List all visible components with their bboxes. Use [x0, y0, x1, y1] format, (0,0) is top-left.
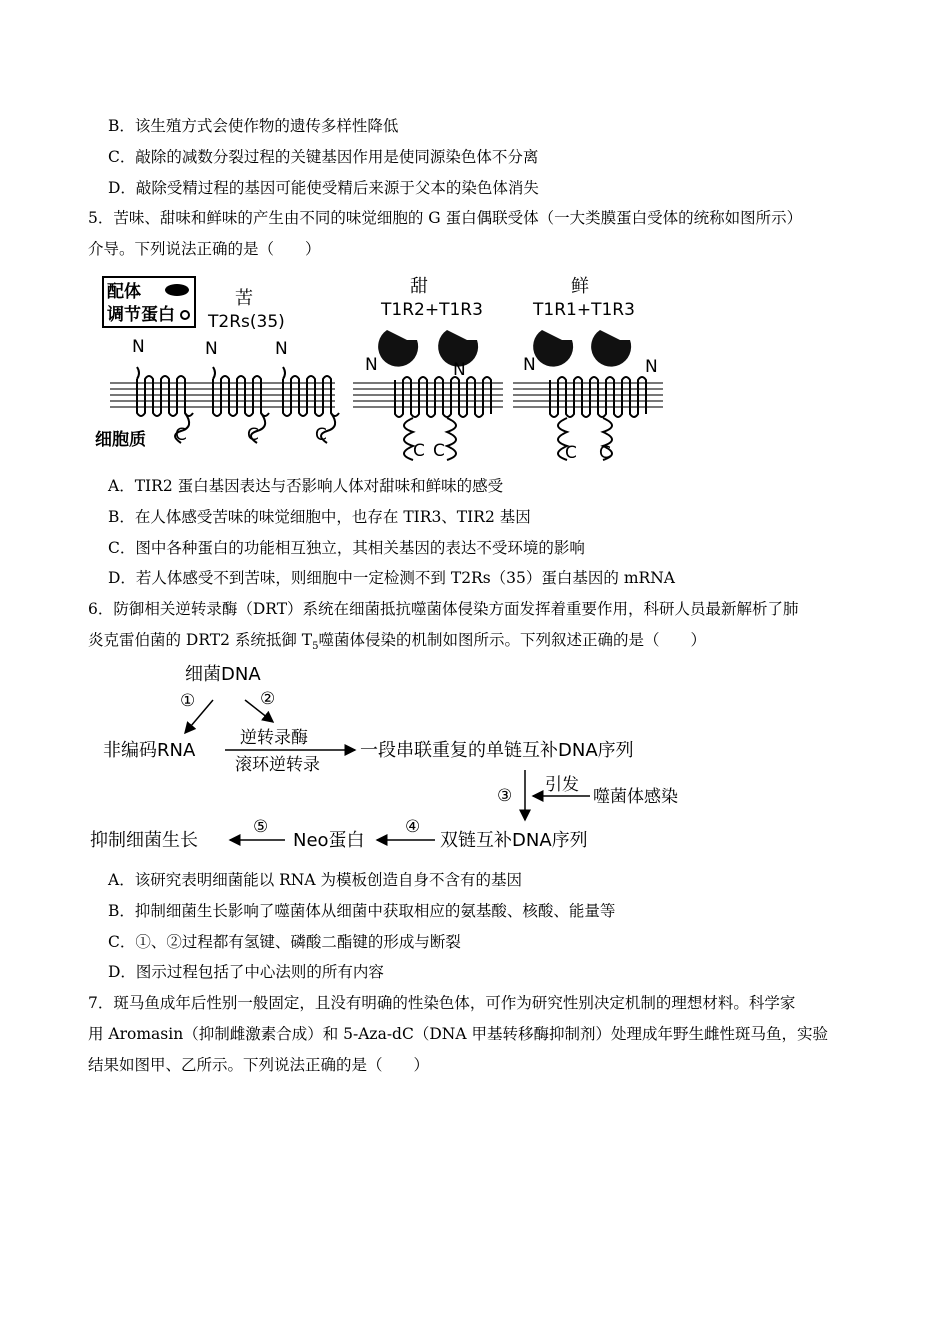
bitter-c3: C	[315, 425, 327, 445]
bitter-receptor-label: T2Rs(35)	[208, 312, 285, 332]
q5-option-c: C．图中各种蛋白的功能相互独立，其相关基因的表达不受环境的影响	[108, 539, 585, 557]
q5-option-b: B．在人体感受苦味的味觉细胞中，也存在 TIR3、TIR2 基因	[108, 508, 531, 526]
umami-label: 鲜	[571, 276, 589, 297]
q7-line2: 用 Aromasin（抑制雌激素合成）和 5-Aza-dC（DNA 甲基转移酶抑制剂）处理成年野生雌性斑马鱼，实验	[88, 1025, 828, 1043]
q4-option-d: D．敲除受精过程的基因可能使受精后来源于父本的染色体消失	[108, 179, 539, 197]
q5-option-d: D．若人体感受不到苦味，则细胞中一定检测不到 T2Rs（35）蛋白基因的 mRNA	[108, 569, 675, 587]
q6-stem-line2-pre: 炎克雷伯菌的 DRT2 系统抵御 T	[88, 631, 313, 649]
modulator-symbol	[181, 311, 189, 319]
phage-infection-label: 噬菌体感染	[593, 787, 678, 807]
sweet-c2: C	[433, 441, 445, 461]
ligand-symbol	[165, 284, 189, 296]
bitter-c1: C	[175, 425, 187, 445]
umami-venus-flytrap-1	[533, 330, 573, 367]
step2-label: ②	[260, 689, 276, 709]
sweet-label: 甜	[410, 276, 428, 297]
bitter-n1: N	[132, 337, 145, 357]
ds-dna-label: 双链互补DNA序列	[440, 830, 588, 851]
sweet-venus-flytrap-1	[378, 330, 418, 367]
sweet-n1: N	[365, 355, 378, 375]
umami-c1: C	[565, 443, 577, 463]
trigger-label: 引发	[545, 775, 579, 795]
q7-line3: 结果如图甲、乙所示。下列说法正确的是（ ）	[88, 1056, 430, 1074]
membrane-umami	[513, 380, 663, 410]
step1-label: ①	[180, 691, 196, 711]
bitter-n3: N	[275, 339, 288, 359]
step3-label: ③	[497, 786, 513, 806]
q6-stem-line1: 6．防御相关逆转录酶（DRT）系统在细菌抵抗噬菌体侵染方面发挥着重要作用，科研人员最新解析了肺	[88, 600, 799, 618]
q4-option-b: B．该生殖方式会使作物的遗传多样性降低	[108, 117, 399, 135]
sweet-n2: N	[453, 360, 466, 380]
umami-receptor-label: T1R1+T1R3	[533, 300, 635, 320]
umami-n2: N	[645, 357, 658, 377]
q6-option-a: A．该研究表明细菌能以 RNA 为模板创造自身不含有的基因	[108, 871, 522, 889]
inhibit-growth-label: 抑制细菌生长	[90, 830, 198, 851]
neo-protein-label: Neo蛋白	[293, 830, 365, 851]
umami-c2: C	[599, 443, 611, 463]
rt-enzyme-label: 逆转录酶	[240, 728, 308, 748]
umami-venus-flytrap-2	[591, 330, 631, 367]
drt2-mechanism-figure	[85, 660, 705, 860]
q6-option-d: D．图示过程包括了中心法则的所有内容	[108, 963, 384, 981]
gpcr-receptor-figure	[95, 272, 675, 467]
step4-label: ④	[405, 817, 421, 837]
cytoplasm-label: 细胞质	[95, 430, 146, 450]
bitter-c2: C	[247, 425, 259, 445]
legend-modulator-label: 调节蛋白	[107, 305, 175, 325]
q6-stem-line2-sub: 5	[312, 641, 319, 653]
q6-stem-line2	[88, 630, 706, 657]
q4-option-c: C．敲除的减数分裂过程的关键基因作用是使同源染色体不分离	[108, 148, 539, 166]
ss-dna-label: 一段串联重复的单链互补DNA序列	[360, 740, 634, 761]
bacterial-dna-label: 细菌DNA	[185, 664, 261, 685]
q6-stem-line2-post: 噬菌体侵染的机制如图所示。下列叙述正确的是（ ）	[318, 631, 707, 649]
bitter-label: 苦	[235, 288, 253, 309]
step5-label: ⑤	[253, 817, 269, 837]
noncoding-rna-label: 非编码RNA	[103, 740, 196, 761]
membrane-bitter	[110, 380, 335, 410]
bitter-n2: N	[205, 339, 218, 359]
q5-stem-line1: 5．苦味、甜味和鲜味的产生由不同的味觉细胞的 G 蛋白偶联受体（一大类膜蛋白受体的统称如图所示）	[88, 209, 803, 227]
legend-ligand-label: 配体	[107, 282, 141, 302]
q6-option-c: C．①、②过程都有氢键、磷酸二酯键的形成与断裂	[108, 933, 461, 951]
rolling-rt-label: 滚环逆转录	[235, 755, 320, 775]
sweet-receptor-label: T1R2+T1R3	[381, 300, 483, 320]
q5-option-a: A．TIR2 蛋白基因表达与否影响人体对甜味和鲜味的感受	[108, 477, 504, 495]
q7-line1: 7．斑马鱼成年后性别一般固定，且没有明确的性染色体，可作为研究性别决定机制的理想材料。科学家	[88, 994, 796, 1012]
sweet-c1: C	[413, 441, 425, 461]
umami-n1: N	[523, 355, 536, 375]
q6-option-b: B．抑制细菌生长影响了噬菌体从细菌中获取相应的氨基酸、核酸、能量等	[108, 902, 616, 920]
q5-stem-line2: 介导。下列说法正确的是（ ）	[88, 240, 321, 258]
